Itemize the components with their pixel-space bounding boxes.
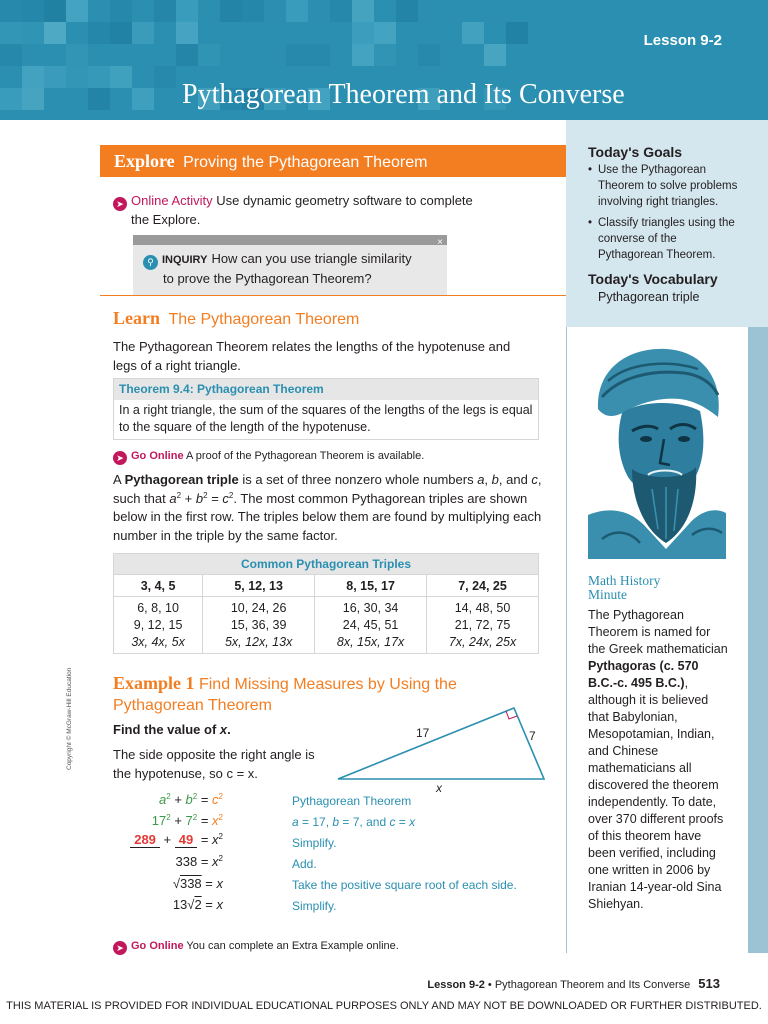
header-tile — [0, 22, 22, 44]
table-cell: 16, 30, 34 24, 45, 51 8x, 15x, 17x — [315, 597, 427, 654]
header-tile — [154, 66, 176, 88]
example-title: Find Missing Measures by Using the Pythagorean Theorem — [113, 676, 457, 714]
inquiry-box — [133, 235, 447, 295]
header-tile — [176, 22, 198, 44]
table-cell: 10, 24, 26 15, 36, 39 5x, 12x, 13x — [203, 597, 315, 654]
header-tile — [176, 44, 198, 66]
go-online-link[interactable]: Go Online — [131, 450, 184, 462]
step-5-reason: Take the positive square root of each side. — [292, 878, 517, 892]
theorem-text: In a right triangle, the sum of the squares of the lengths of the legs is equal to the square of the length of the hypotenuse. — [119, 403, 533, 434]
table-header: 7, 24, 25 — [427, 575, 539, 597]
step-4-reason: Add. — [292, 857, 317, 871]
base-label: x — [436, 781, 442, 795]
table-cell: 14, 48, 50 21, 72, 75 7x, 24x, 25x — [427, 597, 539, 654]
pythagoras-portrait-image — [588, 339, 726, 559]
todays-goals-panel — [566, 120, 768, 327]
header-tile — [132, 88, 154, 110]
step-3-reason: Simplify. — [292, 836, 337, 850]
learn-title: The Pythagorean Theorem — [168, 311, 360, 328]
table-cell: 6, 8, 10 9, 12, 15 3x, 4x, 5x — [114, 597, 203, 654]
go-online-text: You can complete an Extra Example online. — [186, 940, 399, 952]
header-tile — [418, 44, 440, 66]
step-6-equation: 13√2 = x — [172, 897, 223, 912]
header-tile — [352, 0, 374, 22]
header-tile — [22, 66, 44, 88]
explore-keyword: Explore — [114, 151, 175, 171]
header-tile — [88, 22, 110, 44]
goals-title: Today's Goals — [588, 144, 683, 160]
header-tile — [110, 0, 132, 22]
learn-keyword: Learn — [113, 308, 160, 328]
header-tile — [374, 44, 396, 66]
go-online-text: A proof of the Pythagorean Theorem is available. — [186, 450, 425, 462]
step-2-reason: a = 17, b = 7, and c = x — [292, 815, 416, 829]
table-header-row — [114, 575, 539, 597]
example-keyword: Example 1 — [113, 673, 195, 693]
table-header: 3, 4, 5 — [114, 575, 203, 597]
header-tile — [484, 44, 506, 66]
header-tile — [0, 0, 22, 22]
leg-label: 7 — [529, 729, 536, 743]
header-tile — [110, 22, 132, 44]
go-online-icon[interactable]: ➤ — [113, 451, 127, 465]
online-activity-text-2: the Explore. — [131, 212, 201, 227]
online-activity-text: Use dynamic geometry software to complete — [216, 193, 473, 208]
step-1-reason: Pythagorean Theorem — [292, 794, 412, 808]
header-tile — [88, 66, 110, 88]
hypotenuse-explanation: The side opposite the right angle is the hypotenuse, so c = x. — [113, 747, 315, 781]
go-online-extra-example[interactable] — [113, 940, 399, 955]
header-tile — [22, 22, 44, 44]
step-2-equation: $17^2 + 7^2 = x^2$ — [151, 813, 223, 828]
math-history-panel — [566, 327, 768, 953]
theorem-box — [113, 378, 539, 440]
go-online-proof[interactable] — [113, 450, 424, 465]
table-header: 5, 12, 13 — [203, 575, 315, 597]
footer-lesson: Lesson 9-2 — [427, 979, 485, 991]
header-tile — [154, 0, 176, 22]
online-activity-icon[interactable]: ➤ — [113, 197, 127, 211]
inquiry-text: How can you use triangle similarity — [211, 251, 412, 266]
section-divider — [100, 295, 566, 296]
header-tile — [286, 0, 308, 22]
copyright-notice: Copyright © McGraw-Hill Education — [66, 667, 73, 770]
header-tile — [0, 88, 22, 110]
common-triples-table — [113, 553, 539, 654]
header-tile — [0, 44, 22, 66]
online-activity-link[interactable]: Online Activity — [131, 193, 213, 208]
header-tile — [66, 44, 88, 66]
header-tile — [176, 0, 198, 22]
lesson-header — [0, 0, 768, 120]
header-tile — [396, 0, 418, 22]
step-5-equation: √338 = x — [172, 876, 223, 891]
header-tile — [66, 66, 88, 88]
go-online-icon[interactable]: ➤ — [113, 941, 127, 955]
header-tile — [198, 44, 220, 66]
math-history-text: The Pythagorean Theorem is named for the Greek mathematician Pythagoras (c. 570 B.C.-c. 495 B.C.), although it is believed that Babylonian, Mesopotamian, Indian, and Chinese mathematicians all discovered the theorem independently. To date, over 370 different proofs of this theorem have been verified, including one written in 2006 by Iranian 14-year-old Sina Shiehyan. — [588, 608, 728, 911]
step-6-reason: Simplify. — [292, 899, 337, 913]
close-icon[interactable]: × — [437, 237, 443, 248]
page-footer: Lesson 9-2 • Pythagorean Theorem and Its Converse 513 — [427, 976, 720, 991]
header-tile — [88, 88, 110, 110]
header-tile — [286, 44, 308, 66]
vocab-term: Pythagorean triple — [124, 472, 239, 487]
explore-banner — [100, 145, 566, 177]
header-tile — [462, 22, 484, 44]
table-header: 8, 15, 17 — [315, 575, 427, 597]
explore-title: Proving the Pythagorean Theorem — [183, 154, 428, 171]
vocabulary-title: Today's Vocabulary — [588, 271, 718, 287]
header-tile — [242, 0, 264, 22]
page-number: 513 — [698, 976, 720, 991]
distribution-notice: THIS MATERIAL IS PROVIDED FOR INDIVIDUAL EDUCATIONAL PURPOSES ONLY AND MAY NOT BE DOWNLOADED OR FURTHER DISTRIBUTED. — [6, 1000, 762, 1012]
find-prompt: Find the value of x. — [113, 722, 231, 737]
portrait-illustration — [588, 339, 726, 559]
hypotenuse-label: 17 — [416, 726, 430, 740]
step-1-equation: $a^2 + b^2 = c^2$ — [159, 792, 223, 807]
page-title: Pythagorean Theorem and Its Converse — [182, 79, 625, 110]
footer-title: Pythagorean Theorem and Its Converse — [494, 979, 691, 991]
header-tile — [308, 44, 330, 66]
table-caption: Common Pythagorean Triples — [113, 553, 539, 574]
lesson-label: Lesson 9-2 — [643, 32, 722, 49]
header-tile — [374, 22, 396, 44]
learn-intro: The Pythagorean Theorem relates the lengths of the hypotenuse and legs of a right triangle. — [113, 339, 511, 373]
header-tile — [22, 0, 44, 22]
table-row — [114, 597, 539, 654]
header-tile — [22, 88, 44, 110]
header-tile — [220, 0, 242, 22]
header-tile — [44, 66, 66, 88]
triangle-shape — [338, 708, 544, 779]
inquiry-search-icon: ⚲ — [143, 255, 158, 270]
pythagorean-triple-definition: A Pythagorean triple is a set of three nonzero whole numbers a, b, and c, such that $a^2 + b^2 = c^2$. The most common Pythagorean triples are shown below in the first row. The triples below them are found by multiplying each number in the triple by the same factor. — [113, 472, 542, 543]
header-tile — [44, 22, 66, 44]
sidebar-stripe — [748, 327, 768, 953]
step-3-equation: $289 + 49 = x^2$ — [130, 832, 223, 848]
list-item: • Use the Pythagorean Theorem to solve problems involving right triangles. — [588, 162, 738, 210]
header-tile — [352, 22, 374, 44]
header-tile — [330, 0, 352, 22]
theorem-title: Theorem 9.4: Pythagorean Theorem — [114, 379, 538, 400]
math-history-title: Math History Minute — [588, 573, 661, 602]
header-tile — [44, 0, 66, 22]
header-tile — [352, 44, 374, 66]
inquiry-label: INQUIRY — [162, 254, 208, 266]
header-tile — [506, 22, 528, 44]
list-item: • Classify triangles using the converse of the Pythagorean Theorem. — [588, 215, 738, 263]
header-tile — [132, 22, 154, 44]
right-triangle-diagram — [330, 700, 550, 800]
step-4-equation: $338 = x^2$ — [175, 854, 223, 869]
go-online-link[interactable]: Go Online — [131, 940, 184, 952]
goals-list — [588, 162, 752, 263]
vocabulary-term: Pythagorean triple — [598, 290, 700, 304]
inquiry-text-2: to prove the Pythagorean Theorem? — [163, 271, 372, 286]
learn-heading — [113, 308, 359, 329]
header-tile — [66, 0, 88, 22]
header-tile — [110, 66, 132, 88]
online-activity[interactable] — [113, 192, 533, 229]
